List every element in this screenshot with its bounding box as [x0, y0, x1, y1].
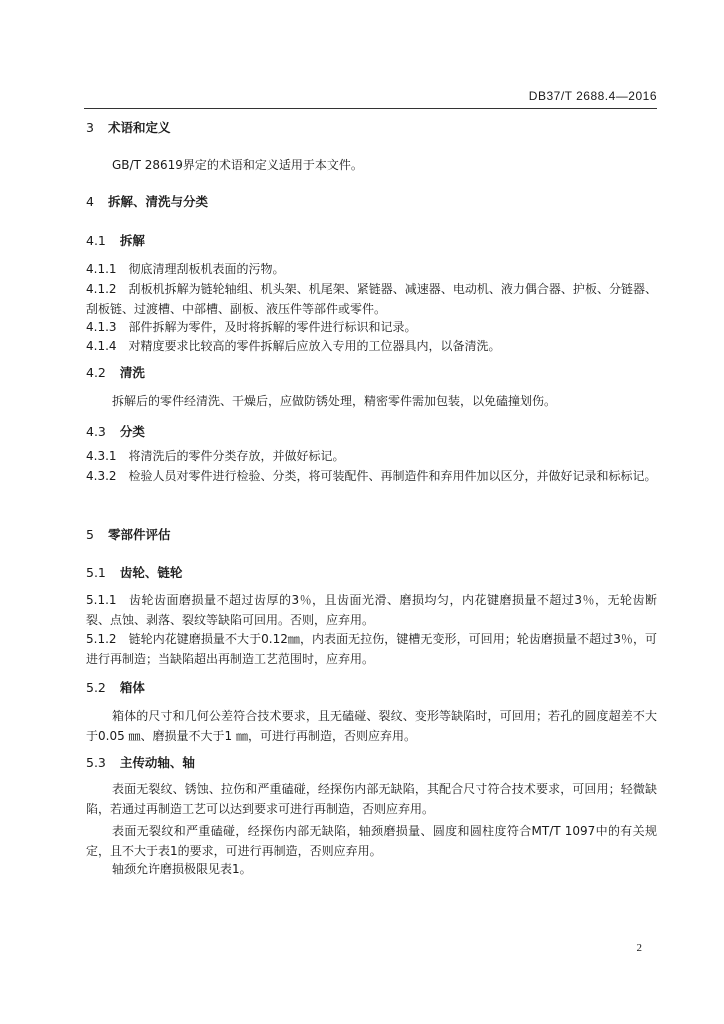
clause-4-1-4: 4.1.4 对精度要求比较高的零件拆解后应放入专用的工位器具内，以备清洗。 [86, 339, 501, 353]
section-number: 4 [86, 194, 94, 209]
section-title: 零部件评估 [107, 527, 171, 542]
section-title: 拆解、清洗与分类 [107, 194, 208, 209]
section-title: 分类 [119, 424, 145, 439]
section-number: 3 [86, 120, 94, 135]
section-number: 4.1 [86, 233, 106, 248]
standard-code: DB37/T 2688.4—2016 [528, 89, 657, 103]
header-divider [84, 108, 657, 109]
section-title: 术语和定义 [107, 120, 171, 135]
section-number: 4.2 [86, 365, 106, 380]
section-5-2-heading [86, 679, 657, 696]
section-title: 箱体 [119, 680, 145, 695]
section-5-1-heading [86, 564, 657, 581]
section-title: 主传动轴、轴 [119, 755, 195, 770]
section-number: 5.2 [86, 680, 106, 695]
section-5-heading [86, 526, 657, 543]
section-4-1-heading [86, 232, 657, 249]
section-5-3-para-1: 表面无裂纹、锈蚀、拉伤和严重磕碰，经探伤内部无缺陷，其配合尺寸符合技术要求，可回用；轻微缺陷，若通过再制造工艺可以达到要求可进行再制造，否则应弃用。 [86, 782, 657, 816]
section-3-heading [86, 119, 657, 136]
section-number: 5 [86, 527, 94, 542]
section-4-2-text: 拆解后的零件经清洗、干燥后，应做防锈处理，精密零件需加包装，以免磕撞划伤。 [112, 394, 557, 408]
section-number: 5.1 [86, 565, 106, 580]
section-5-2-text: 箱体的尺寸和几何公差符合技术要求，且无磕碰、裂纹、变形等缺陷时，可回用；若孔的圆度超差不大于0.05 ㎜、磨损量不大于1 ㎜，可进行再制造，否则应弃用。 [86, 709, 657, 743]
clause-4-1-1: 4.1.1 彻底清理刮板机表面的污物。 [86, 262, 285, 276]
clause-5-1-2: 5.1.2 链轮内花键磨损量不大于0.12㎜，内表面无拉伤，键槽无变形，可回用；轮齿磨损量不超过3％，可进行再制造；当缺陷超出再制造工艺范围时，应弃用。 [86, 632, 657, 666]
page-number: 2 [636, 942, 642, 954]
section-title: 清洗 [119, 365, 145, 380]
section-title: 齿轮、链轮 [119, 565, 183, 580]
section-4-2-heading [86, 364, 657, 381]
section-title: 拆解 [119, 233, 145, 248]
section-5-3-para-2: 表面无裂纹和严重磕碰，经探伤内部无缺陷，轴颈磨损量、圆度和圆柱度符合MT/T 1097中的有关规定，且不大于表1的要求，可进行再制造，否则应弃用。 [86, 824, 657, 858]
section-number: 4.3 [86, 424, 106, 439]
clause-4-3-1: 4.3.1 将清洗后的零件分类存放，并做好标记。 [86, 449, 345, 463]
clause-4-1-3: 4.1.3 部件拆解为零件，及时将拆解的零件进行标识和记录。 [86, 320, 417, 334]
section-4-heading [86, 193, 657, 210]
section-5-3-heading [86, 754, 657, 771]
section-3-text: GB/T 28619界定的术语和定义适用于本文件。 [112, 158, 363, 172]
section-5-3-para-3: 轴颈允许磨损极限见表1。 [112, 862, 252, 876]
clause-5-1-1: 5.1.1 齿轮齿面磨损量不超过齿厚的3％，且齿面光滑、磨损均匀，内花键磨损量不超过3％，无轮齿断裂、点蚀、剥落、裂纹等缺陷可回用。否则，应弃用。 [86, 593, 657, 627]
section-number: 5.3 [86, 755, 106, 770]
clause-4-3-2: 4.3.2 检验人员对零件进行检验、分类，将可装配件、再制造件和弃用件加以区分，并做好记录和标标记。 [86, 469, 657, 483]
clause-4-1-2: 4.1.2 刮板机拆解为链轮轴组、机头架、机尾架、紧链器、减速器、电动机、液力偶合器、护板、分链器、刮板链、过渡槽、中部槽、副板、液压件等部件或零件。 [86, 282, 657, 316]
section-4-3-heading [86, 423, 657, 440]
